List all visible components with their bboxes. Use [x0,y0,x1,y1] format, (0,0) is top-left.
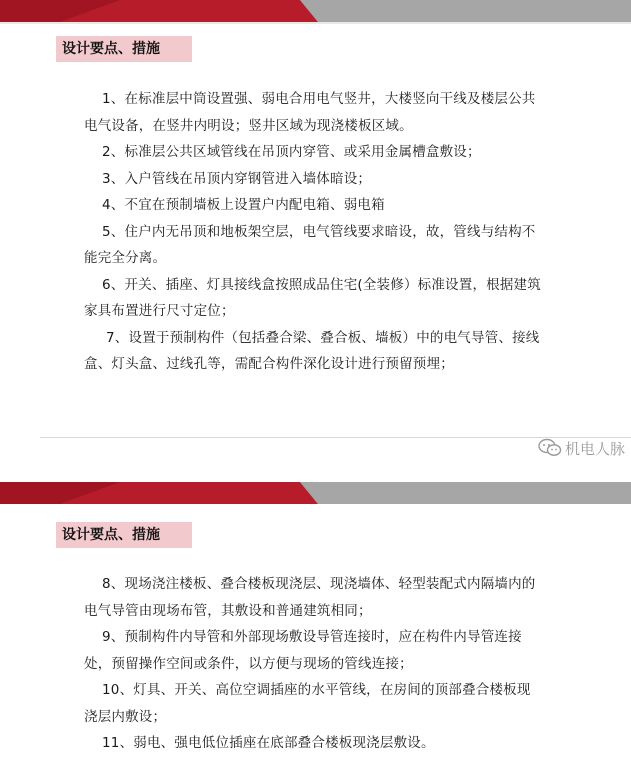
slide-2 [0,478,631,780]
wechat-icon [538,438,562,458]
section-heading: 设计要点、措施 [56,522,192,548]
paragraph-1: 1、在标准层中筒设置强、弱电合用电气竖井，大楼竖向干线及楼层公共电气设备，在竖井内明设；竖井区域为现浇楼板区域。 [84,91,536,134]
paragraph-9: 9、预制构件内导管和外部现场敷设导管连接时，应在构件内导管连接处，预留操作空间或条件，以方便与现场的管线连接； [84,629,522,672]
header-bar [0,0,631,26]
paragraph-10: 10、灯具、开关、高位空调插座的水平管线，在房间的顶部叠合楼板现浇层内敷设； [84,682,531,725]
header-bar-graphic [0,478,631,504]
gray-band [300,0,631,22]
body-text [84,571,544,757]
paragraph-7: 7、设置于预制构件（包括叠合梁、叠合板、墙板）中的电气导管、接线盒、灯头盒、过线孔等，需配合构件深化设计进行预留预埋； [84,329,540,372]
paragraph-6: 6、开关、插座、灯具接线盒按照成品住宅(全装修）标准设置，根据建筑家具布置进行尺寸定位； [84,276,541,319]
slide-gap [0,445,631,478]
watermark [538,437,625,459]
body-text [84,86,544,378]
paragraph-8: 8、现场浇注楼板、叠合楼板现浇层、现浇墙体、轻型装配式内隔墙内的电气导管由现场布管，其敷设和普通建筑相同； [84,576,536,619]
paragraph-2: 2、标准层公共区域管线在吊顶内穿管、或采用金属槽盒敷设； [102,144,481,160]
paragraph-5: 5、住户内无吊顶和地板架空层，电气管线要求暗设，故，管线与结构不能完全分离。 [84,223,536,266]
gray-band [300,482,631,504]
watermark-text: 机电人脉 [564,439,625,458]
paragraph-4: 4、不宜在预制墙板上设置户内配电箱、弱电箱 [102,197,385,213]
paragraph-3: 3、入户管线在吊顶内穿钢管进入墙体暗设； [102,170,372,187]
header-bar [0,478,631,504]
header-bar-graphic [0,0,631,26]
section-heading: 设计要点、措施 [56,36,192,62]
paragraph-11: 11、弱电、强电低位插座在底部叠合楼板现浇层敷设。 [102,735,435,751]
